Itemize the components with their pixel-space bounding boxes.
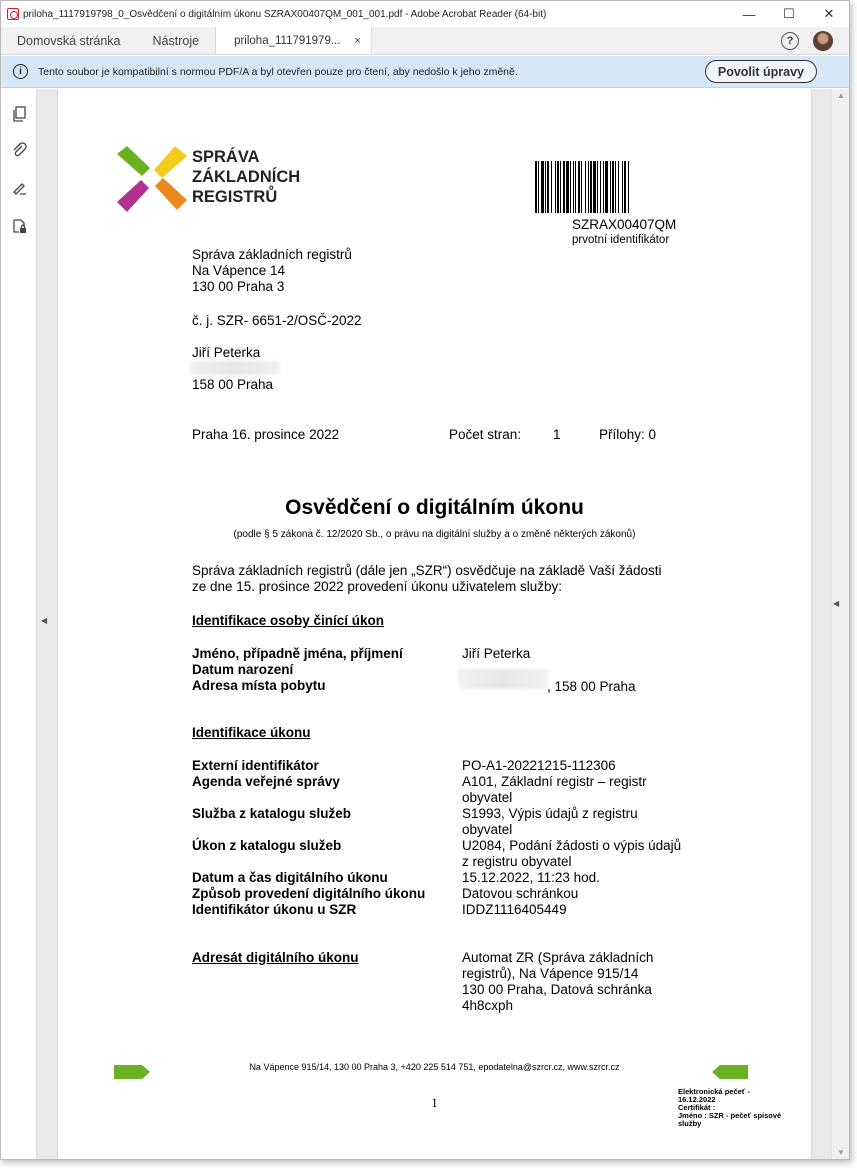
datetime-label: Datum a čas digitálního úkonu xyxy=(192,870,388,885)
collapse-left-panel-icon[interactable]: ◀ xyxy=(41,616,48,625)
agenda-label: Agenda veřejné správy xyxy=(192,774,340,789)
pages-value: 1 xyxy=(553,427,561,442)
pdfa-info-bar xyxy=(1,56,849,88)
method-label: Způsob provedení digitálního úkonu xyxy=(192,886,426,901)
addressee-value-3: 130 00 Praha, Datová schránka xyxy=(462,982,652,997)
addressee-value-1: Automat ZR (Správa základních xyxy=(462,950,654,965)
recipient-city: 158 00 Praha xyxy=(192,377,274,392)
pdf-page xyxy=(57,89,812,1160)
help-icon[interactable]: ? xyxy=(781,32,799,50)
document-viewer[interactable] xyxy=(37,89,849,1159)
scroll-up-icon[interactable]: ▲ xyxy=(837,91,845,100)
barcode-id: SZRAX00407QM xyxy=(572,217,677,232)
document-subtitle: (podle § 5 zákona č. 12/2020 Sb., o právu na digitální služby a o změně některých zákonů) xyxy=(233,529,636,540)
info-icon: i xyxy=(13,64,28,79)
enable-editing-button[interactable]: Povolit úpravy xyxy=(705,60,817,83)
redacted-residence xyxy=(458,669,548,689)
birth-date-label: Datum narození xyxy=(192,662,294,677)
signature-pen-icon[interactable] xyxy=(10,179,28,197)
date-place: Praha 16. prosince 2022 xyxy=(192,427,340,442)
external-id-label: Externí identifikátor xyxy=(192,758,319,773)
act-value-2: z registru obyvatel xyxy=(462,854,572,869)
attachment-icon[interactable] xyxy=(10,141,28,159)
tab-home[interactable]: Domovská stránka xyxy=(17,33,121,48)
szr-logo xyxy=(117,146,187,212)
document-title: Osvědčení o digitálním úkonu xyxy=(285,496,584,519)
address-label: Adresa místa pobytu xyxy=(192,678,326,693)
barcode-caption: prvotní identifikátor xyxy=(572,234,670,246)
person-name-label: Jméno, případně jména, příjmení xyxy=(192,646,403,661)
sender-line-2: Na Vápence 14 xyxy=(192,263,286,278)
electronic-seal: Elektronická pečeť - 16.12.2022 Certifikát : Jméno : SZR - pečeť spisové služby xyxy=(678,1087,782,1128)
logo-wordmark: SPRÁVA ZÁKLADNÍCH REGISTRŮ xyxy=(192,148,301,206)
szr-id-label: Identifikátor úkonu u SZR xyxy=(192,902,357,917)
szr-id-value: IDDZ1116405449 xyxy=(462,902,567,917)
barcode-bar xyxy=(629,161,630,213)
maximize-button[interactable]: ☐ xyxy=(783,6,795,21)
reference-number: č. j. SZR- 6651-2/OSČ-2022 xyxy=(192,313,362,328)
recipient-name: Jiří Peterka xyxy=(192,345,261,360)
collapse-right-panel-icon[interactable]: ◀ xyxy=(833,599,840,608)
service-value-2: obyvatel xyxy=(462,822,513,837)
addressee-label: Adresát digitálního úkonu xyxy=(192,950,359,965)
sender-line-3: 130 00 Praha 3 xyxy=(192,279,285,294)
addressee-value-2: registrů), Na Vápence 915/14 xyxy=(462,966,639,981)
intro-line-2: ze dne 15. prosince 2022 provedení úkonu uživatelem služby: xyxy=(192,579,562,594)
pdfa-message: Tento soubor je kompatibilní s normou PDF/A a byl otevřen pouze pro čtení, aby nedošlo k jeho změně. xyxy=(38,65,518,78)
address-value: , 158 00 Praha xyxy=(547,679,636,694)
attachments-count: Přílohy: 0 xyxy=(599,427,657,442)
person-name-value: Jiří Peterka xyxy=(462,646,531,661)
external-id-value: PO-A1-20221215-112306 xyxy=(462,758,616,773)
datetime-value: 15.12.2022, 11:23 hod. xyxy=(462,870,600,885)
pages-label: Počet stran: xyxy=(449,427,522,442)
tab-document[interactable] xyxy=(215,27,372,54)
close-window-button[interactable]: ✕ xyxy=(823,6,835,21)
document-lock-icon[interactable] xyxy=(10,217,28,235)
method-value: Datovou schránkou xyxy=(462,886,579,901)
tab-tools[interactable]: Nástroje xyxy=(152,33,200,48)
pdf-file-icon xyxy=(7,8,19,20)
intro-line-1: Správa základních registrů (dále jen „SZR“) osvědčuje na základě Vaší žádosti xyxy=(192,563,662,578)
title-bar xyxy=(1,1,849,27)
tab-close-icon[interactable]: × xyxy=(354,34,361,47)
vertical-scrollbar[interactable] xyxy=(831,89,849,1159)
page-number: 1 xyxy=(431,1095,438,1110)
redacted-address xyxy=(190,361,280,375)
barcode xyxy=(535,161,710,213)
section-action-heading: Identifikace úkonu xyxy=(192,725,311,740)
service-label: Služba z katalogu služeb xyxy=(192,806,352,821)
avatar[interactable] xyxy=(813,31,833,51)
footer-contact: Na Vápence 915/14, 130 00 Praha 3, +420 225 514 751, epodatelna@szrcr.cz, www.szrcr.cz xyxy=(249,1062,620,1072)
section-person-heading: Identifikace osoby činící úkon xyxy=(192,613,385,628)
page-thumbnails-icon[interactable] xyxy=(10,105,28,123)
service-value-1: S1993, Výpis údajů z registru xyxy=(462,806,638,821)
window-controls xyxy=(729,1,849,27)
window-title: priloha_1117919798_0_Osvědčení o digitálním úkonu SZRAX00407QM_001_001.pdf - Adobe Acrobat Reader (64-bit) xyxy=(23,8,547,20)
minimize-button[interactable]: — xyxy=(742,6,756,22)
agenda-value-1: A101, Základní registr – registr xyxy=(462,774,647,789)
addressee-value-4: 4h8cxph xyxy=(462,998,514,1013)
left-tool-sidebar xyxy=(1,89,37,1159)
agenda-value-2: obyvatel xyxy=(462,790,513,805)
tab-bar xyxy=(1,27,849,55)
act-label: Úkon z katalogu služeb xyxy=(192,838,342,853)
sender-line-1: Správa základních registrů xyxy=(192,247,352,262)
act-value-1: U2084, Podání žádosti o výpis údajů xyxy=(462,838,682,853)
tab-document-label: priloha_111791979... xyxy=(234,34,341,47)
scroll-down-icon[interactable]: ▼ xyxy=(837,1148,845,1157)
